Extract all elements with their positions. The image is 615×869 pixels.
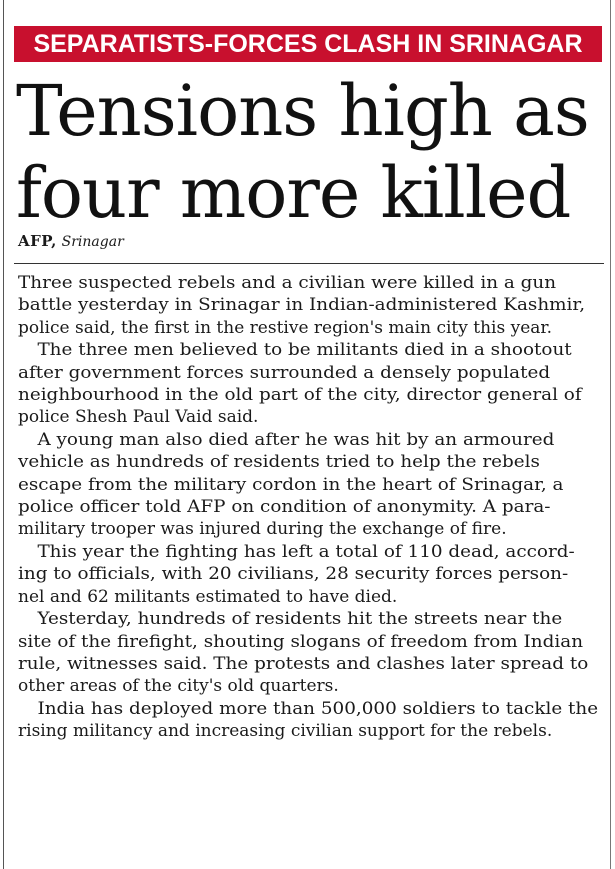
right-column-rule xyxy=(610,0,611,869)
left-column-rule xyxy=(3,0,4,869)
headline-line-2: four more killed xyxy=(16,152,571,234)
headline xyxy=(16,70,606,234)
story-line: police Shesh Paul Vaid said. xyxy=(18,407,259,428)
story-line: rising militancy and increasing civilian support for the rebels. xyxy=(18,721,553,742)
story-line: A young man also died after he was hit by an armoured xyxy=(37,429,555,450)
story-paragraph xyxy=(18,541,602,608)
story-line: The three men believed to be militants died in a shootout xyxy=(37,340,572,361)
story-line: rule, witnesses said. The protests and clashes later spread to xyxy=(18,653,589,674)
story-line: vehicle as hundreds of residents tried to help the rebels xyxy=(18,452,540,473)
story-paragraph xyxy=(18,339,602,429)
story-paragraph xyxy=(18,429,602,541)
story-line: ing to officials, with 20 civilians, 28 security forces person- xyxy=(18,564,569,585)
story-body xyxy=(18,272,602,743)
story-paragraph xyxy=(18,698,602,743)
story-line: India has deployed more than 500,000 soldiers to tackle the xyxy=(37,698,599,719)
story-line: nel and 62 militants estimated to have died. xyxy=(18,586,398,607)
byline-place: Srinagar xyxy=(61,234,124,250)
story-line: Yesterday, hundreds of residents hit the streets near the xyxy=(37,609,563,630)
kicker-label xyxy=(14,26,602,62)
story-line: police officer told AFP on condition of anonymity. A para- xyxy=(18,497,551,518)
kicker-text: SEPARATISTS-FORCES CLASH IN SRINAGAR xyxy=(33,30,583,58)
story-line: Three suspected rebels and a civilian were killed in a gun xyxy=(18,273,557,293)
story-line: after government forces surrounded a densely populated xyxy=(18,362,551,383)
headline-line-1: Tensions high as xyxy=(16,70,589,152)
byline-divider xyxy=(14,263,604,264)
story-line: neighbourhood in the old part of the city, director general of xyxy=(18,385,582,406)
story-line: military trooper was injured during the exchange of fire. xyxy=(18,519,507,540)
story-line: other areas of the city's old quarters. xyxy=(18,676,339,697)
story-line: escape from the military cordon in the heart of Srinagar, a xyxy=(18,474,564,495)
story-line: battle yesterday in Srinagar in Indian-administered Kashmir, xyxy=(18,295,586,316)
story-line: site of the firefight, shouting slogans of freedom from Indian xyxy=(18,631,584,652)
story-line: police said, the first in the restive region's main city this year. xyxy=(18,317,553,338)
byline-agency: AFP, xyxy=(18,232,57,250)
story-paragraph xyxy=(18,272,602,339)
byline xyxy=(18,232,124,250)
story-line: This year the fighting has left a total of 110 dead, accord- xyxy=(37,541,575,562)
story-paragraph xyxy=(18,608,602,698)
